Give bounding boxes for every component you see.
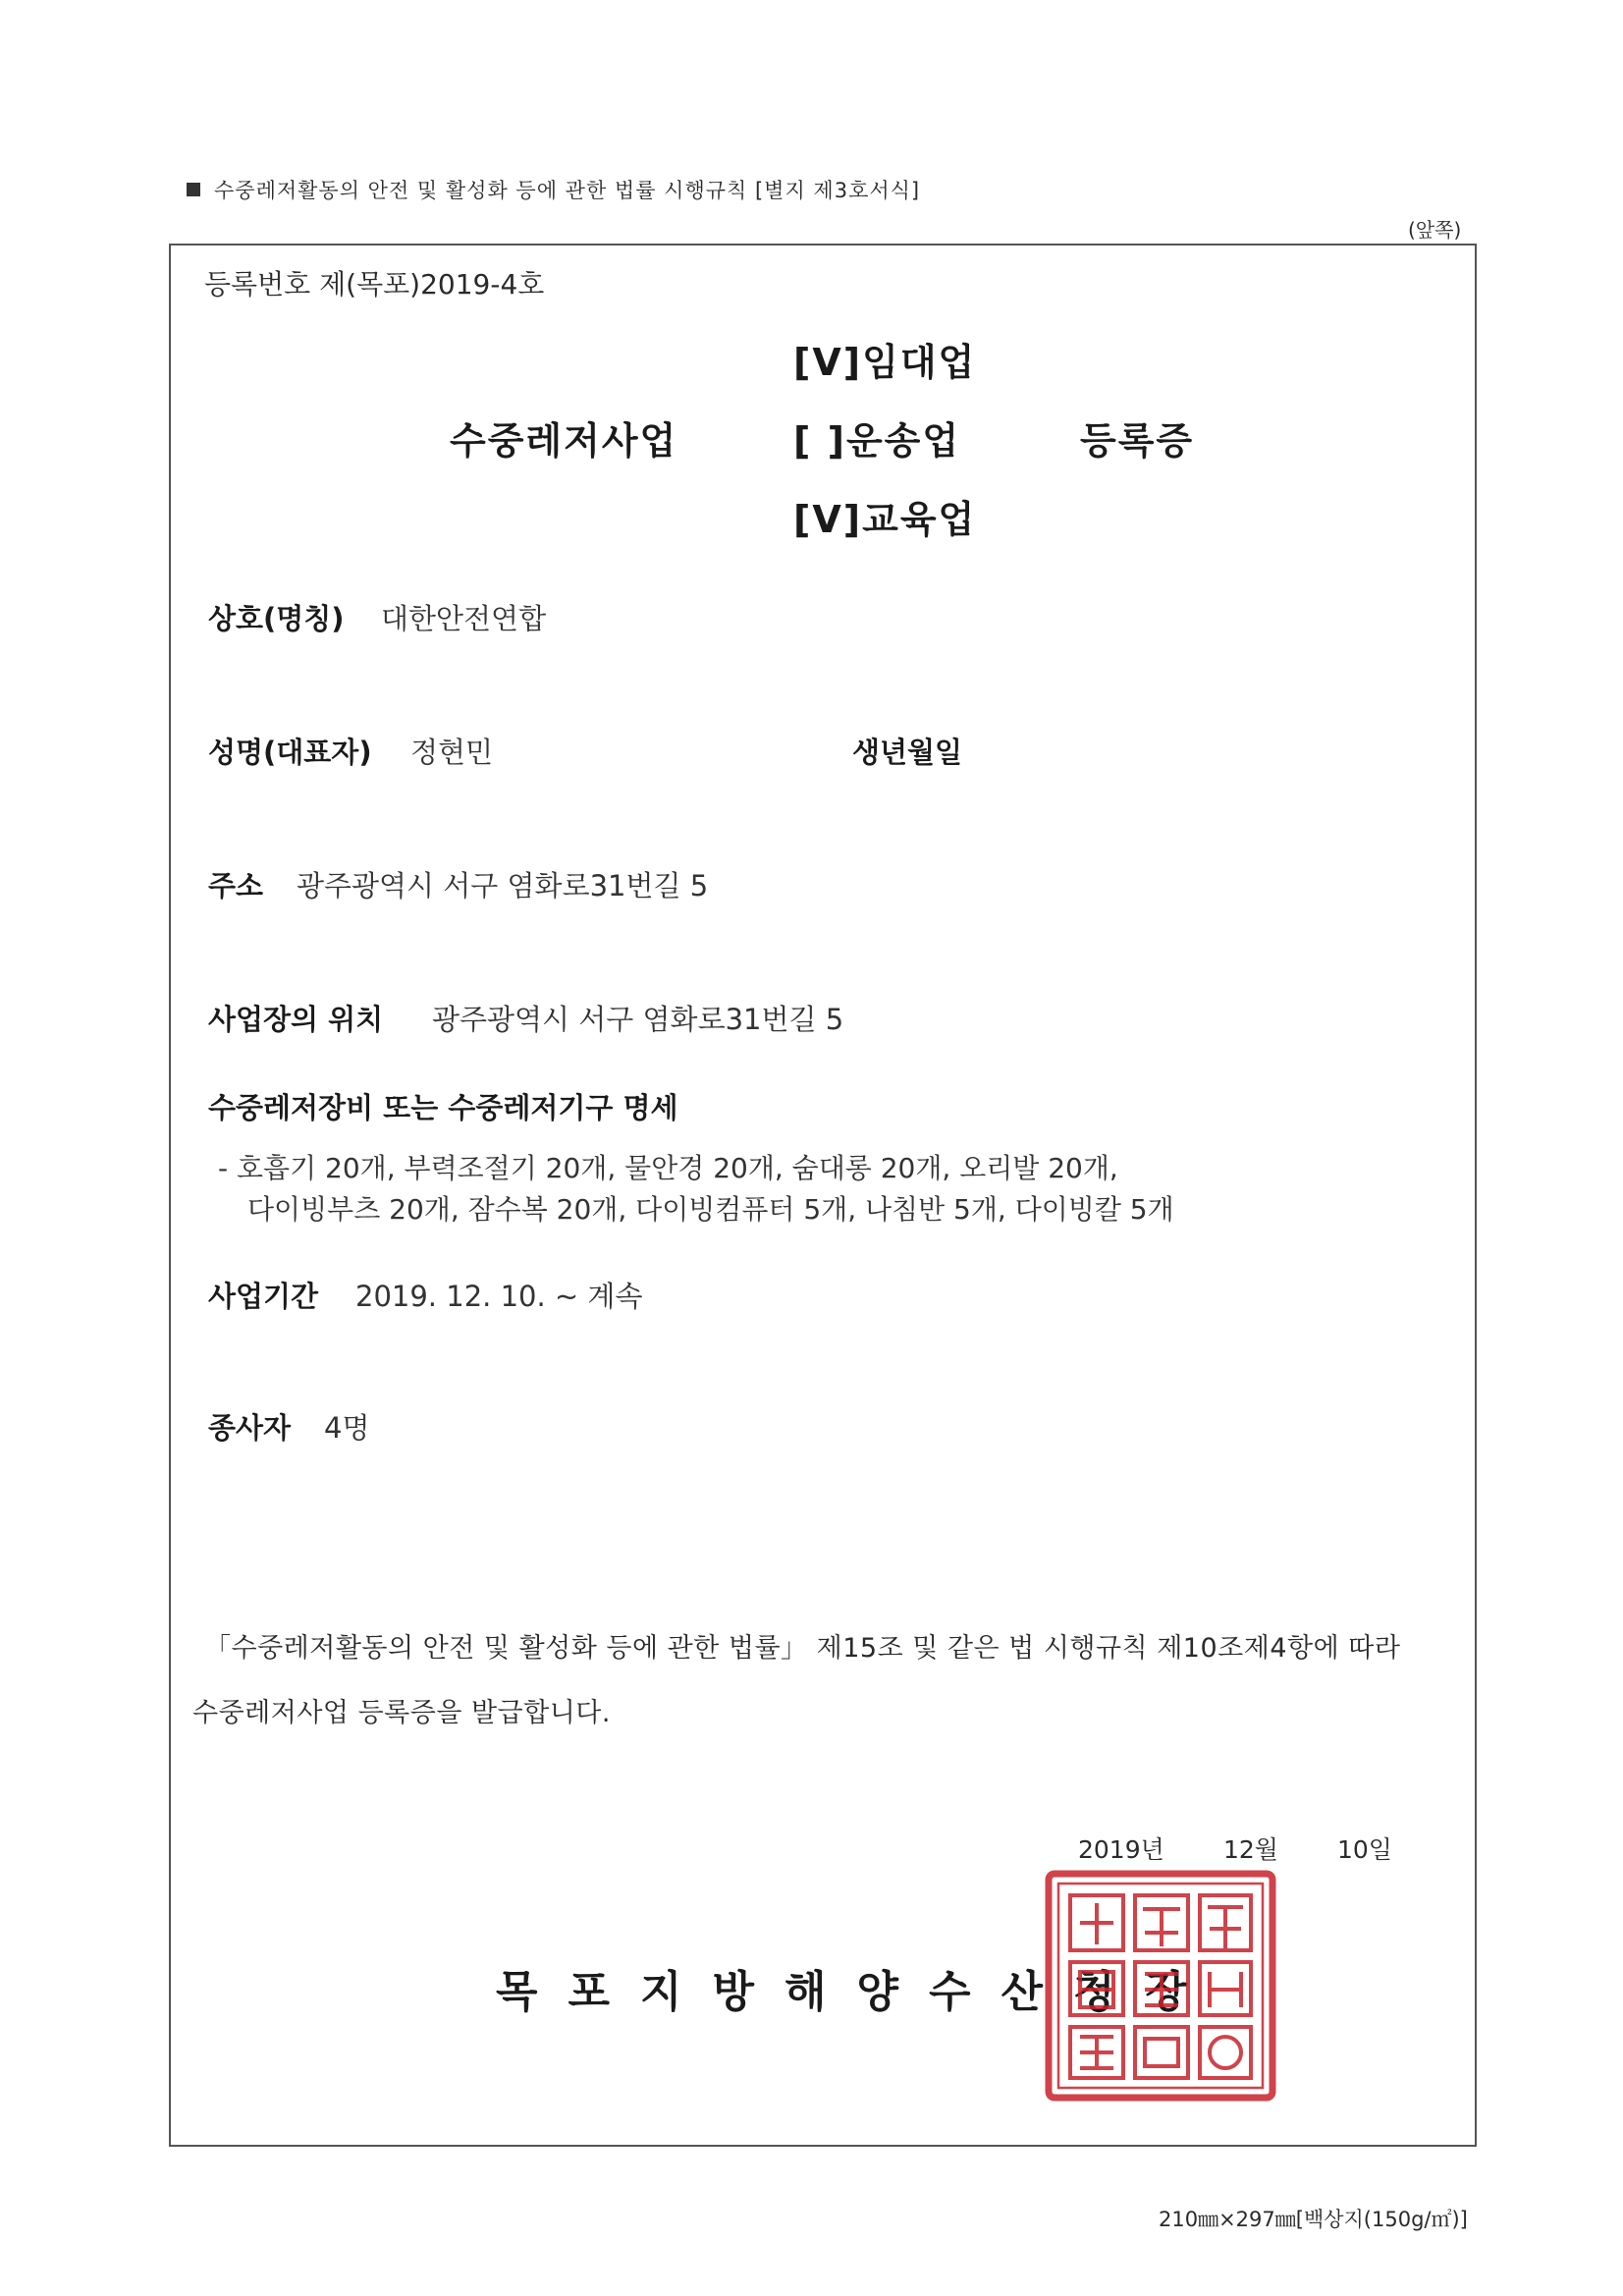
issue-day: 10일 xyxy=(1337,1835,1392,1864)
issue-month: 12월 xyxy=(1223,1835,1278,1864)
representative-value: 정현민 xyxy=(410,736,494,769)
business-type-education: [V]교육업 xyxy=(793,498,977,541)
representative-label: 성명(대표자) xyxy=(208,736,372,769)
employees-value: 4명 xyxy=(324,1411,370,1445)
business-period-label: 사업기간 xyxy=(208,1280,319,1313)
employees-label: 종사자 xyxy=(208,1411,292,1445)
birthdate-label: 생년월일 xyxy=(852,736,963,769)
square-bullet-icon xyxy=(187,183,200,196)
paper-specification: 210㎜×297㎜[백상지(150g/㎡)] xyxy=(1159,2208,1468,2231)
certificate-title-suffix: 등록증 xyxy=(1080,419,1195,463)
issue-year: 2019년 xyxy=(1078,1835,1164,1864)
page-side-label: (앞쪽) xyxy=(1408,218,1462,242)
registration-number: 등록번호 제(목포)2019-4호 xyxy=(204,268,545,301)
address-label: 주소 xyxy=(208,869,264,902)
business-type-rental: [V]임대업 xyxy=(793,341,977,384)
business-location-label: 사업장의 위치 xyxy=(208,1003,384,1036)
address-value: 광주광역시 서구 염화로31번길 5 xyxy=(297,869,709,902)
issuance-statement: 수중레저사업 등록증을 발급합니다. xyxy=(192,1698,611,1728)
business-type-transport: [ ]운송업 xyxy=(793,419,961,463)
form-reference-text: 수중레저활동의 안전 및 활성화 등에 관한 법률 시행규칙 [별지 제3호서식] xyxy=(214,179,921,202)
equipment-list-line: - 호흡기 20개, 부력조절기 20개, 물안경 20개, 숨대롱 20개, 오리발 20개, xyxy=(218,1152,1118,1184)
trade-name-label: 상호(명칭) xyxy=(208,602,345,635)
trade-name-value: 대한안전연합 xyxy=(381,602,547,635)
business-period-value: 2019. 12. 10. ~ 계속 xyxy=(355,1280,643,1313)
form-reference xyxy=(187,175,920,204)
business-location-value: 광주광역시 서구 염화로31번길 5 xyxy=(432,1003,844,1036)
equipment-label: 수중레저장비 또는 수중레저기구 명세 xyxy=(208,1091,678,1124)
official-seal-icon xyxy=(1045,1870,1276,2102)
equipment-list-line: 다이빙부츠 20개, 잠수복 20개, 다이빙컴퓨터 5개, 나침반 5개, 다이빙칼 5개 xyxy=(247,1193,1174,1226)
issuing-authority: 목포지방해양수산청장 xyxy=(496,1967,1218,2017)
legal-basis-statement: 「수중레저활동의 안전 및 활성화 등에 관한 법률」 제15조 및 같은 법 시행규칙 제10조제4항에 따라 xyxy=(204,1633,1401,1664)
certificate-title: 수중레저사업 xyxy=(450,419,678,463)
